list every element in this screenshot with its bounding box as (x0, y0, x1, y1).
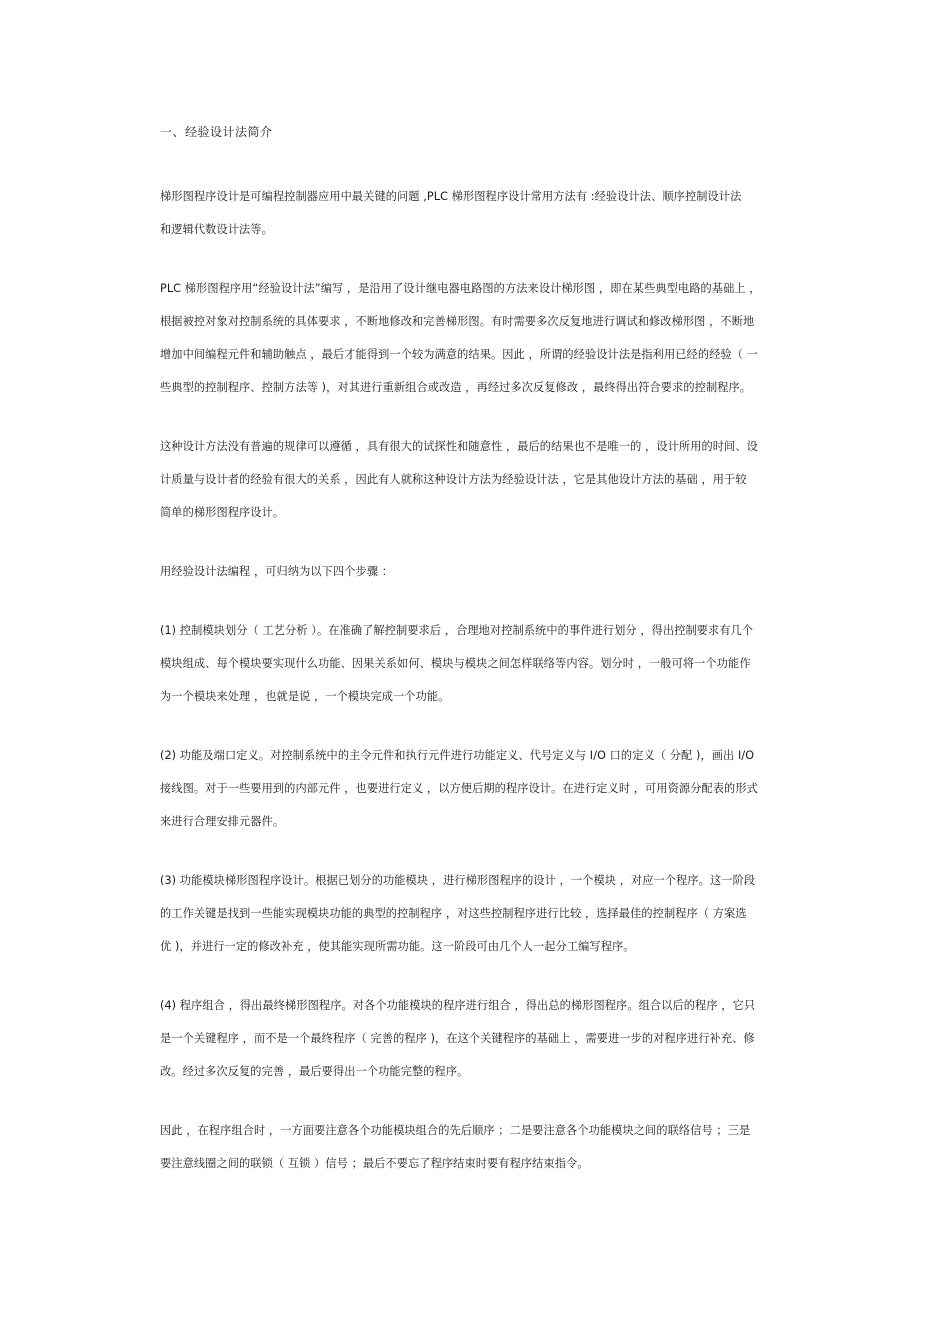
paragraph-characteristics (160, 430, 792, 529)
text-line: (3) 功能模块梯形图程序设计。根据已划分的功能模块 ，进行梯形图程序的设计 ，一个模块 ，对应一个程序。这一阶段 (160, 874, 756, 887)
paragraph-plc-method (160, 272, 792, 404)
text-line: 梯形图程序设计是可编程控制器应用中最关键的问题 ,PLC 梯形图程序设计常用方法有 :经验设计法、顺序控制设计法 (160, 190, 742, 203)
paragraph-step-2 (160, 739, 792, 838)
text-line: 因此 ，在程序组合时 ，一方面要注意各个功能模块组合的先后顺序 ；二是要注意各个功能模块之间的联络信号 ；三是 (160, 1124, 751, 1137)
paragraph-conclusion (160, 1114, 792, 1180)
text-line: PLC 梯形图程序用“经验设计法”编写 ，是沿用了设计继电器电路图的方法来设计梯形图 ，即在某些典型电路的基础上 ， (160, 282, 761, 295)
text-line: 要注意线圈之间的联锁（ 互锁 ）信号 ；最后不要忘了程序结束时要有程序结束指令。 (160, 1157, 589, 1170)
paragraph-step-1 (160, 614, 792, 713)
text-line: 是一个关键程序 ，而不是一个最终程序（ 完善的程序 )，在这个关键程序的基础上 ，需要进一步的对程序进行补充、修 (160, 1032, 755, 1045)
text-line: 的工作关键是找到一些能实现模块功能的典型的控制程序 ，对这些控制程序进行比较 ，选择最佳的控制程序（ 方案选 (160, 907, 747, 920)
text-line: (4) 程序组合 ，得出最终梯形图程序。对各个功能模块的程序进行组合 ，得出总的梯形图程序。组合以后的程序 ，它只 (160, 999, 756, 1012)
paragraph-intro (160, 180, 792, 246)
document-page (160, 122, 792, 1206)
text-line: 用经验设计法编程 ，可归纳为以下四个步骤 ： (160, 565, 394, 578)
text-line: 来进行合理安排元器件。 (160, 815, 285, 828)
text-line: 这种设计方法没有普遍的规律可以遵循 ，具有很大的试探性和随意性 ，最后的结果也不是唯一的 ，设计所用的时间、设 (160, 440, 758, 453)
text-line: 和逻辑代数设计法等。 (160, 223, 273, 236)
paragraph-steps-intro (160, 555, 792, 588)
paragraph-step-4 (160, 989, 792, 1088)
text-line: (1) 控制模块划分（ 工艺分析 ）。在准确了解控制要求后 ，合理地对控制系统中的事件进行划分 ，得出控制要求有几个 (160, 624, 754, 637)
text-line: 增加中间编程元件和辅助触点 ，最后才能得到一个较为满意的结果。因此 ，所谓的经验设计法是指利用已经的经验（ 一 (160, 348, 758, 361)
paragraph-step-3 (160, 864, 792, 963)
text-line: 为一个模块来处理 ，也就是说 ，一个模块完成一个功能。 (160, 690, 450, 703)
text-line: 优 )，并进行一定的修改补充 ，使其能实现所需功能。这一阶段可由几个人一起分工编写程序。 (160, 940, 635, 953)
text-line: 改。经过多次反复的完善 ，最后要得出一个功能完整的程序。 (160, 1065, 469, 1078)
text-line: 模块组成、每个模块要实现什么功能、因果关系如何、模块与模块之间怎样联络等内容。划分时 ，一般可将一个功能作 (160, 657, 751, 670)
text-line: (2) 功能及端口定义。对控制系统中的主令元件和执行元件进行功能定义、代号定义与 I/O 口的定义（ 分配 )，画出 I/O (160, 749, 755, 762)
text-line: 根据被控对象对控制系统的具体要求 ，不断地修改和完善梯形图。有时需要多次反复地进行调试和修改梯形图 ，不断地 (160, 315, 755, 328)
text-line: 简单的梯形图程序设计。 (160, 506, 285, 519)
text-line: 计质量与设计者的经验有很大的关系 ，因此有人就称这种设计方法为经验设计法 ，它是其他设计方法的基础 ，用于较 (160, 473, 747, 486)
section-heading: 一、经验设计法简介 (160, 125, 273, 139)
text-line: 些典型的控制程序、控制方法等 )，对其进行重新组合或改造 ，再经过多次反复修改 ，最终得出符合要求的控制程序。 (160, 381, 752, 394)
text-line: 接线图。对于一些要用到的内部元件 ，也要进行定义 ，以方便后期的程序设计。在进行定义时 ，可用资源分配表的形式 (160, 782, 758, 795)
